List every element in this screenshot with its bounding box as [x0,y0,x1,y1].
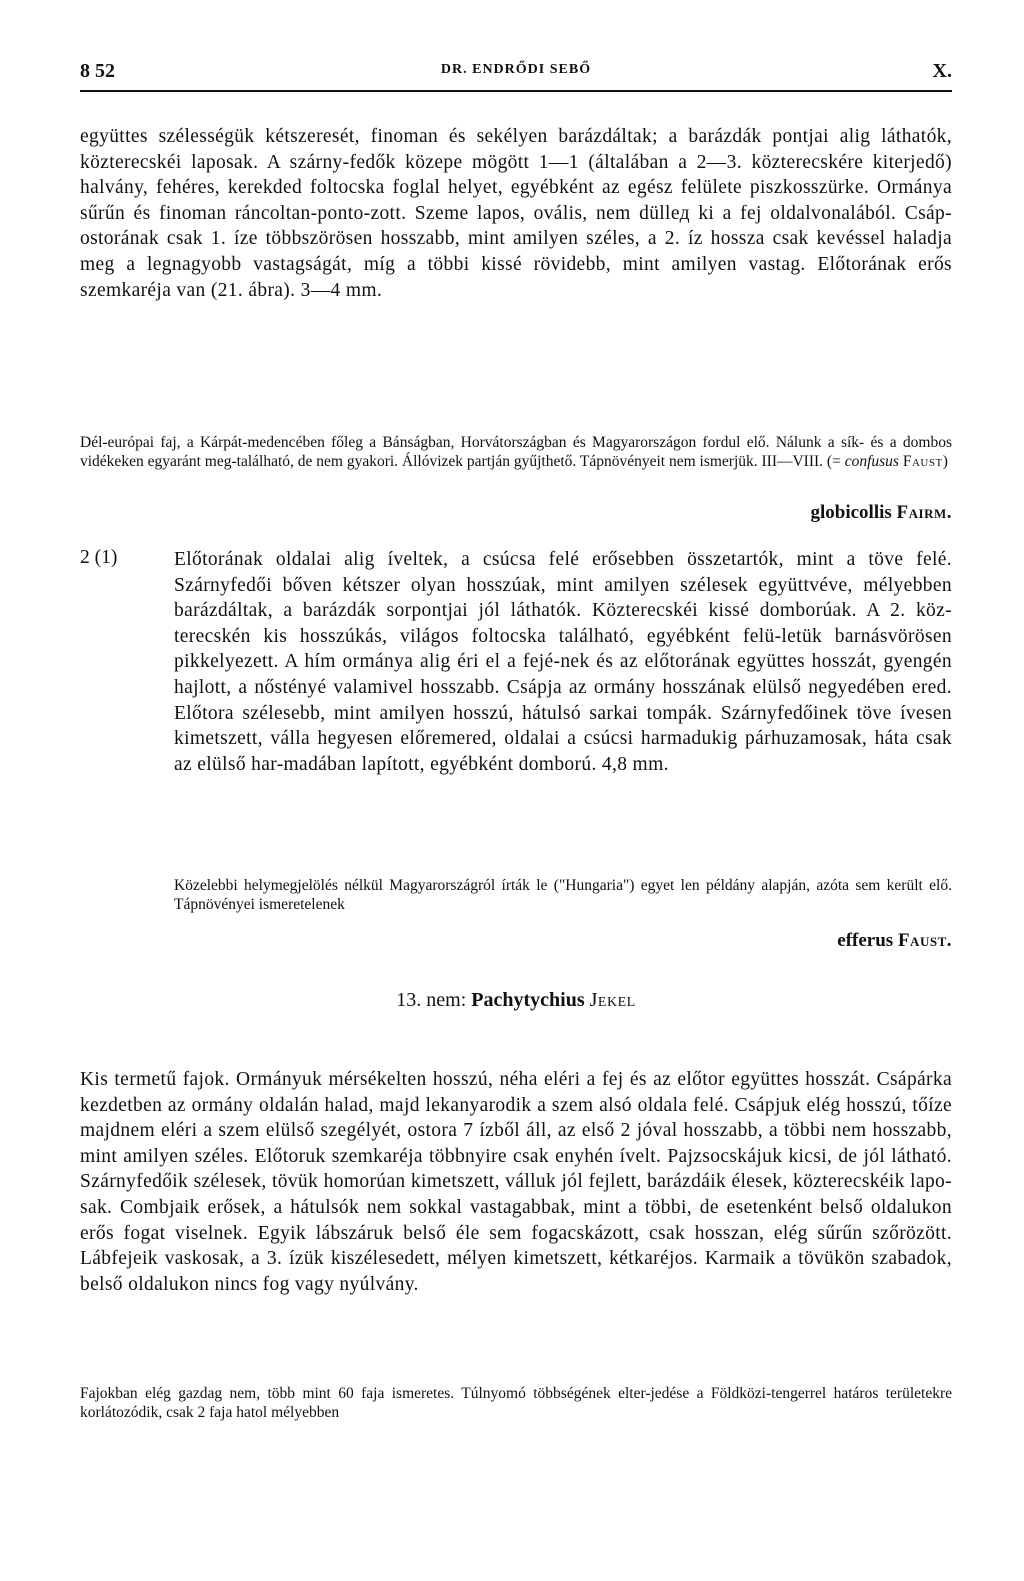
genus-name: Pachytychius [471,989,585,1011]
running-head [80,60,952,86]
species-name-globicollis [810,502,952,524]
species-author: Fairm. [896,502,952,523]
couplet-number: 2 (1) [80,547,118,568]
page-number: 8 52 [80,60,115,82]
genus-description: Kis termetű fajok. Ormányuk mérsékelten hosszú, néha eléri a fej és az előtor együttes hosszát. Csápárka kezdetben az ormány oldalán halad, majd lekanyarodik a szem alsó oldala felé. Csápjuk elég hosszú, tőíze majdnem eléri a szem elülső szegélyét, ostora 7 ízből áll, az első 2 jóval hosszabb, a többi nem hosszabb, mint amilyen széles. Előtoruk szemkaréja többnyire csak enyhén ívelt. Pajzsocskájuk kicsi, de jól látható. Szárnyfedőik szélesek, tövük homorúan kimetszett, válluk jól fejlett, barázdáik élesek, közterecskéik lapo-sak. Combjaik erősek, a hátulsók nem sokkal vastagabbak, mint a többi, de esetenként belső oldalukon erős fogat viselnek. Egyik lábszáruk belső éle sem fogacskázott, csak hosszan, elég sűrűn szőrözött. Lábfejeik vaskosak, a 3. ízük kiszélesedett, mélyen kimetszett, kétkaréjos. Karmaik a tövükön szabadok, belső oldalukon nincs fog vagy nyúlvány. [80,1069,952,1295]
genus-note: Fajokban elég gazdag nem, több mint 60 faja ismeretes. Túlnyomó többségének elter-jedése a Földközi-tengerrel határos területekre korlátozódik, csak 2 faja hatol mélyebben [80,1385,952,1422]
distribution-note-text: Dél-európai faj, a Kárpát-medencében főleg a Bánságban, Horvátországban és Magyarországon fordul elő. Nálunk a sík- és a dombos vidékeken egyaránt meg-található, de nem gyakori. Állóvizek partján gyűjthető. Tápnövényeit nem ismerjük. III—VIII. (= [80,434,952,471]
couplet-text: Előtorának oldalai alig íveltek, a csúcsa felé erősebben összetartók, mint a töve felé. Szárnyfedői bőven kétszer olyan hosszúak, mint amilyen szélesek együttvéve, mélyebben barázdáltak, a barázdák sorpontjai jól láthatók. Közterecskéi kissé domborúak. A 2. köz-terecskén kis hosszúkás, világos foltocska található, egyébként felü-letük barnásvörösen pikkelyezett. A hím ormánya alig éri el a fejé-nek és az előtorának együttes hosszát, gyengén hajlott, a nőstényé valamivel hosszabb. Csápja az ormány hosszának elülső negyedében ered. Előtora szélesebb, mint amilyen hosszú, hátulsó sarkai tompák. Szárnyfedőinek töve ívesen kimetszett, válla hegyesen előremered, oldalai a csúcsi harmadukig párhuzamosak, háta csak az elülső har-madában lapított, egyébként domború. 4,8 mm. [174,549,952,775]
species-epithet: efferus [837,930,894,951]
species-author: Faust. [897,930,952,951]
running-author: DR. ENDRŐDI SEBŐ [440,62,592,77]
chapter-number: X. [932,60,952,82]
species-epithet: globicollis [810,502,892,523]
synonym-name: confusus [844,453,899,471]
description-paragraph: együttes szélességük kétszeresét, finoman és sekélyen barázdáltak; a barázdák pontjai alig láthatók, közterecskéi laposak. A szárny-fedők közepe mögött 1—1 (általában a 2—3. közterecskére kiterjedő) halvány, fehéres, kerekded foltocska foglal helyet, egyébként az egész felülete piszkosszürke. Ormánya sűrűn és finoman ráncoltan-ponto-zott. Szeme lapos, ovális, nem düllед ki a fej oldalvonalából. Csáp-ostorának csak 1. íze többszörösen hosszabb, mint amilyen széles, a 2. íz hossza csak kevéssel haladja meg a legnagyobb vastagságát, míg a többi kissé rövidebb, mint amilyen vastag. Előtorának erős szemkaréja van (21. ábra). 3—4 mm. [80,126,952,301]
type-note: Közelebbi helymegjelölés nélkül Magyarországról írták le ("Hungaria") egyet len példány alapján, azóta sem került elő. Tápnövényei ismeretelenek [174,877,952,914]
document-page [80,60,952,1422]
genus-prefix: 13. nem: [396,989,467,1011]
header-rule [80,90,952,92]
distribution-note [80,433,952,471]
species-name-efferus [837,930,952,952]
synonym-author: Faust [902,453,943,471]
genus-heading [80,989,952,1012]
genus-author: Jekel [589,989,636,1011]
synonym-close: ) [942,453,948,471]
